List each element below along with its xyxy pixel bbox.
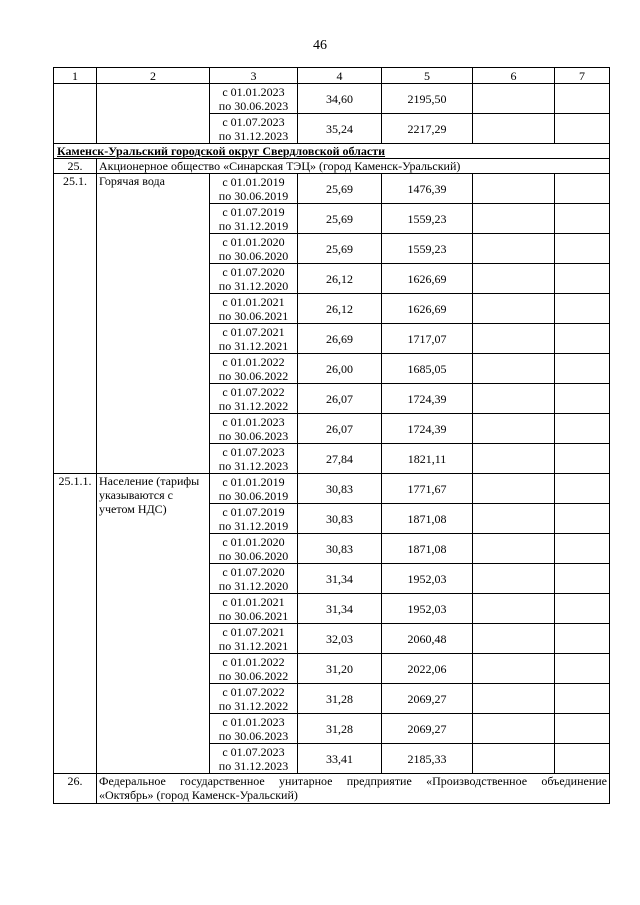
period-to: по 30.06.2019 bbox=[218, 188, 289, 203]
entity-number: 26. bbox=[54, 774, 97, 804]
period-from: с 01.07.2019 bbox=[222, 204, 285, 219]
period-cell bbox=[210, 534, 298, 564]
value-col4: 31,28 bbox=[298, 714, 382, 744]
empty-col6 bbox=[473, 594, 555, 624]
period-to: по 30.06.2023 bbox=[218, 98, 289, 113]
period-cell bbox=[210, 354, 298, 384]
value-col5: 1821,11 bbox=[382, 444, 473, 474]
period-from: с 01.07.2022 bbox=[222, 684, 285, 699]
period-cell bbox=[210, 474, 298, 504]
header-cell: 4 bbox=[298, 68, 382, 84]
table-row bbox=[54, 474, 610, 504]
period-cell bbox=[210, 594, 298, 624]
period-cell bbox=[210, 564, 298, 594]
period-to: по 30.06.2023 bbox=[218, 428, 289, 443]
empty-col6 bbox=[473, 84, 555, 114]
entity-name-line1: Федеральное государственное унитарное предприятие «Производственное объединение bbox=[99, 774, 607, 788]
period-to: по 31.12.2021 bbox=[218, 338, 289, 353]
period-cell bbox=[210, 204, 298, 234]
page-number: 46 bbox=[313, 38, 327, 53]
empty-col6 bbox=[473, 684, 555, 714]
period-to: по 31.12.2023 bbox=[218, 758, 289, 773]
empty-col6 bbox=[473, 384, 555, 414]
empty-col6 bbox=[473, 564, 555, 594]
value-col4: 35,24 bbox=[298, 114, 382, 144]
entity-number: 25. bbox=[54, 159, 97, 174]
period-cell bbox=[210, 234, 298, 264]
header-row bbox=[54, 68, 610, 84]
empty-col7 bbox=[555, 354, 610, 384]
period-to: по 31.12.2021 bbox=[218, 638, 289, 653]
value-col4: 26,07 bbox=[298, 384, 382, 414]
table-row bbox=[54, 84, 610, 114]
value-col5: 2069,27 bbox=[382, 684, 473, 714]
empty-col6 bbox=[473, 294, 555, 324]
header-cell: 2 bbox=[97, 68, 210, 84]
empty-col7 bbox=[555, 444, 610, 474]
empty-col7 bbox=[555, 294, 610, 324]
period-to: по 30.06.2022 bbox=[218, 368, 289, 383]
value-col5: 1559,23 bbox=[382, 204, 473, 234]
value-col5: 1871,08 bbox=[382, 534, 473, 564]
period-cell bbox=[210, 294, 298, 324]
period-to: по 30.06.2023 bbox=[218, 728, 289, 743]
empty-col6 bbox=[473, 654, 555, 684]
entity-name bbox=[97, 774, 610, 804]
empty-col7 bbox=[555, 474, 610, 504]
period-cell bbox=[210, 504, 298, 534]
empty-col7 bbox=[555, 594, 610, 624]
period-cell bbox=[210, 414, 298, 444]
period-from: с 01.01.2020 bbox=[222, 534, 285, 549]
period-from: с 01.01.2023 bbox=[222, 714, 285, 729]
period-from: с 01.01.2023 bbox=[222, 414, 285, 429]
item-number-cell: 25.1. bbox=[54, 174, 97, 474]
value-col4: 31,28 bbox=[298, 684, 382, 714]
period-from: с 01.07.2020 bbox=[222, 264, 285, 279]
value-col4: 32,03 bbox=[298, 624, 382, 654]
period-to: по 31.12.2019 bbox=[218, 518, 289, 533]
value-col5: 1626,69 bbox=[382, 264, 473, 294]
empty-col6 bbox=[473, 324, 555, 354]
period-from: с 01.01.2023 bbox=[222, 84, 285, 99]
item-number-cell bbox=[54, 84, 97, 144]
empty-col6 bbox=[473, 414, 555, 444]
period-cell bbox=[210, 114, 298, 144]
value-col4: 26,12 bbox=[298, 264, 382, 294]
period-cell bbox=[210, 444, 298, 474]
empty-col7 bbox=[555, 174, 610, 204]
empty-col7 bbox=[555, 744, 610, 774]
item-number-cell: 25.1.1. bbox=[54, 474, 97, 774]
empty-col6 bbox=[473, 204, 555, 234]
empty-col6 bbox=[473, 174, 555, 204]
empty-col7 bbox=[555, 264, 610, 294]
period-from: с 01.01.2019 bbox=[222, 174, 285, 189]
period-to: по 31.12.2023 bbox=[218, 128, 289, 143]
period-from: с 01.07.2021 bbox=[222, 324, 285, 339]
empty-col6 bbox=[473, 534, 555, 564]
period-cell bbox=[210, 84, 298, 114]
empty-col6 bbox=[473, 474, 555, 504]
value-col4: 25,69 bbox=[298, 174, 382, 204]
value-col4: 31,34 bbox=[298, 564, 382, 594]
value-col4: 27,84 bbox=[298, 444, 382, 474]
period-cell bbox=[210, 384, 298, 414]
value-col5: 1476,39 bbox=[382, 174, 473, 204]
header-cell: 3 bbox=[210, 68, 298, 84]
value-col4: 31,20 bbox=[298, 654, 382, 684]
empty-col6 bbox=[473, 744, 555, 774]
period-cell bbox=[210, 744, 298, 774]
period-cell bbox=[210, 684, 298, 714]
empty-col7 bbox=[555, 504, 610, 534]
table-body bbox=[54, 68, 610, 804]
period-from: с 01.01.2020 bbox=[222, 234, 285, 249]
period-to: по 31.12.2020 bbox=[218, 578, 289, 593]
period-to: по 31.12.2022 bbox=[218, 698, 289, 713]
period-to: по 30.06.2019 bbox=[218, 488, 289, 503]
empty-col7 bbox=[555, 684, 610, 714]
period-cell bbox=[210, 654, 298, 684]
value-col5: 1559,23 bbox=[382, 234, 473, 264]
value-col5: 1724,39 bbox=[382, 384, 473, 414]
entity-name-line2: «Октябрь» (город Каменск-Уральский) bbox=[99, 788, 298, 802]
value-col5: 1685,05 bbox=[382, 354, 473, 384]
value-col4: 30,83 bbox=[298, 504, 382, 534]
empty-col6 bbox=[473, 504, 555, 534]
header-cell: 1 bbox=[54, 68, 97, 84]
period-from: с 01.07.2019 bbox=[222, 504, 285, 519]
value-col5: 2195,50 bbox=[382, 84, 473, 114]
value-col4: 25,69 bbox=[298, 234, 382, 264]
period-from: с 01.07.2020 bbox=[222, 564, 285, 579]
period-cell bbox=[210, 324, 298, 354]
value-col4: 26,12 bbox=[298, 294, 382, 324]
value-col5: 1724,39 bbox=[382, 414, 473, 444]
period-to: по 30.06.2021 bbox=[218, 608, 289, 623]
period-from: с 01.07.2023 bbox=[222, 444, 285, 459]
table-row bbox=[54, 174, 610, 204]
value-col4: 26,69 bbox=[298, 324, 382, 354]
value-col5: 2069,27 bbox=[382, 714, 473, 744]
empty-col7 bbox=[555, 324, 610, 354]
period-to: по 30.06.2022 bbox=[218, 668, 289, 683]
value-col4: 30,83 bbox=[298, 534, 382, 564]
empty-col7 bbox=[555, 384, 610, 414]
value-col5: 1771,67 bbox=[382, 474, 473, 504]
period-from: с 01.07.2023 bbox=[222, 744, 285, 759]
empty-col7 bbox=[555, 234, 610, 264]
value-col5: 2060,48 bbox=[382, 624, 473, 654]
period-from: с 01.07.2022 bbox=[222, 384, 285, 399]
period-to: по 31.12.2020 bbox=[218, 278, 289, 293]
empty-col7 bbox=[555, 114, 610, 144]
period-from: с 01.01.2021 bbox=[222, 594, 285, 609]
value-col5: 1952,03 bbox=[382, 564, 473, 594]
header-cell: 7 bbox=[555, 68, 610, 84]
period-from: с 01.07.2021 bbox=[222, 624, 285, 639]
value-col4: 26,07 bbox=[298, 414, 382, 444]
empty-col6 bbox=[473, 264, 555, 294]
empty-col7 bbox=[555, 714, 610, 744]
period-to: по 30.06.2020 bbox=[218, 548, 289, 563]
value-col4: 26,00 bbox=[298, 354, 382, 384]
empty-col7 bbox=[555, 624, 610, 654]
item-name-cell: Население (тарифы указываются с учетом НДС) bbox=[97, 474, 210, 774]
item-name-cell: Горячая вода bbox=[97, 174, 210, 474]
value-col5: 2022,06 bbox=[382, 654, 473, 684]
value-col5: 1871,08 bbox=[382, 504, 473, 534]
value-col4: 30,83 bbox=[298, 474, 382, 504]
period-from: с 01.07.2023 bbox=[222, 114, 285, 129]
value-col5: 1952,03 bbox=[382, 594, 473, 624]
period-cell bbox=[210, 714, 298, 744]
empty-col6 bbox=[473, 354, 555, 384]
period-to: по 31.12.2023 bbox=[218, 458, 289, 473]
value-col4: 31,34 bbox=[298, 594, 382, 624]
empty-col6 bbox=[473, 234, 555, 264]
period-cell bbox=[210, 264, 298, 294]
period-to: по 31.12.2022 bbox=[218, 398, 289, 413]
value-col5: 1626,69 bbox=[382, 294, 473, 324]
period-from: с 01.01.2022 bbox=[222, 654, 285, 669]
period-from: с 01.01.2022 bbox=[222, 354, 285, 369]
value-col5: 2217,29 bbox=[382, 114, 473, 144]
empty-col6 bbox=[473, 444, 555, 474]
item-name-cell bbox=[97, 84, 210, 144]
period-to: по 30.06.2020 bbox=[218, 248, 289, 263]
empty-col7 bbox=[555, 564, 610, 594]
empty-col7 bbox=[555, 654, 610, 684]
empty-col7 bbox=[555, 414, 610, 444]
tariff-table bbox=[53, 67, 610, 804]
period-cell bbox=[210, 624, 298, 654]
period-from: с 01.01.2019 bbox=[222, 474, 285, 489]
district-title-row bbox=[54, 144, 610, 159]
value-col5: 1717,07 bbox=[382, 324, 473, 354]
period-to: по 31.12.2019 bbox=[218, 218, 289, 233]
header-cell: 6 bbox=[473, 68, 555, 84]
value-col4: 25,69 bbox=[298, 204, 382, 234]
empty-col7 bbox=[555, 534, 610, 564]
empty-col7 bbox=[555, 84, 610, 114]
period-cell bbox=[210, 174, 298, 204]
district-title: Каменск-Уральский городской округ Свердловской области bbox=[54, 144, 610, 159]
empty-col6 bbox=[473, 624, 555, 654]
entity-name: Акционерное общество «Синарская ТЭЦ» (город Каменск-Уральский) bbox=[97, 159, 610, 174]
empty-col7 bbox=[555, 204, 610, 234]
empty-col6 bbox=[473, 114, 555, 144]
empty-col6 bbox=[473, 714, 555, 744]
period-from: с 01.01.2021 bbox=[222, 294, 285, 309]
entity-row bbox=[54, 159, 610, 174]
header-cell: 5 bbox=[382, 68, 473, 84]
value-col4: 34,60 bbox=[298, 84, 382, 114]
period-to: по 30.06.2021 bbox=[218, 308, 289, 323]
entity-row bbox=[54, 774, 610, 804]
value-col5: 2185,33 bbox=[382, 744, 473, 774]
value-col4: 33,41 bbox=[298, 744, 382, 774]
